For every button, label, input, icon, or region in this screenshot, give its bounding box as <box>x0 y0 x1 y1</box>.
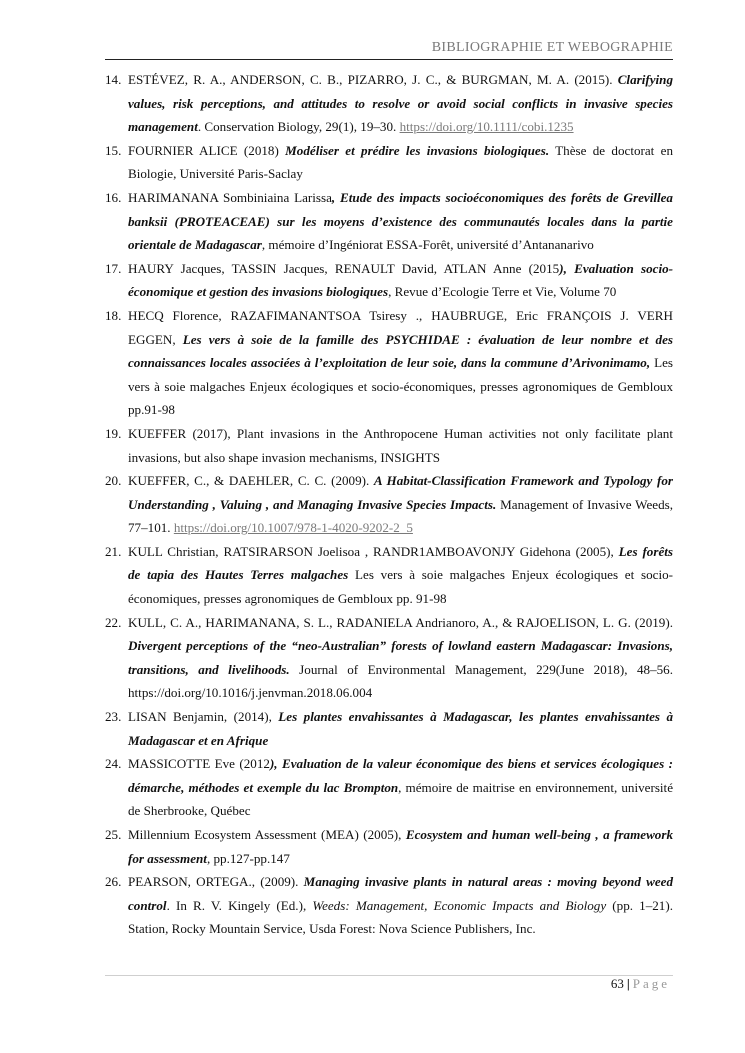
reference-item: 16. HARIMANANA Sombiniaina Larissa, Etude des impacts socioéconomiques des forêts de Grevillea banksii (PROTEACEAE) sur les moyens d’existence des communautés locales dans la partie orientale de Madagascar, mémoire d’Ingéniorat ESSA-Forêt, université d’Antananarivo <box>105 189 673 253</box>
reference-title: Les forêts de tapia des Hautes Terres malgaches <box>128 543 673 583</box>
page-label: Page <box>632 976 670 991</box>
reference-title: Clarifying values, risk perceptions, and attitudes to resolve or avoid social conflicts in invasive species management <box>128 72 673 135</box>
footer-separator: | <box>626 976 630 991</box>
page-header <box>105 40 673 60</box>
reference-item: 17. HAURY Jacques, TASSIN Jacques, RENAULT David, ATLAN Anne (2015), Evaluation socio-économique et gestion des invasions biologiques, Revue d’Ecologie Terre et Vie, Volume 70 <box>105 260 673 300</box>
reference-title: Ecosystem and human well-being , a framework for assessment <box>128 827 673 866</box>
reference-item: 20. KUEFFER, C., & DAEHLER, C. C. (2009). A Habitat-Classification Framework and Typology for Understanding , Valuing , and Managing Invasive Species Impacts. Management of Invasive Weeds, 77–101. https://doi.org/10.1007/978-1-4020-9202-2_5 <box>105 473 673 536</box>
reference-item: 15. FOURNIER ALICE (2018) Modéliser et prédire les invasions biologiques. Thèse de doctorat en Biologie, Université Paris-Saclay <box>105 142 673 182</box>
reference-title: Les plantes envahissantes à Madagascar, les plantes envahissantes à Madagascar et en Afrique <box>128 709 673 748</box>
reference-title: , Etude des impacts socioéconomiques des forêts de Grevillea banksii (PROTEACEAE) sur les moyens d’existence des communautés locales dans la partie orientale de Madagascar <box>128 189 673 253</box>
reference-item: 14. ESTÉVEZ, R. A., ANDERSON, C. B., PIZARRO, J. C., & BURGMAN, M. A. (2015). Clarifying values, risk perceptions, and attitudes to resolve or avoid social conflicts in invasive species management. Conservation Biology, 29(1), 19–30. https://doi.org/10.1111/cobi.1235 <box>105 72 673 135</box>
reference-item: 26. PEARSON, ORTEGA., (2009). Managing invasive plants in natural areas : moving beyond weed control. In R. V. Kingely (Ed.), Weeds: Management, Economic Impacts and Biology (pp. 1–21). Station, Rocky Mountain Service, Usda Forest: Nova Science Publishers, Inc. <box>105 874 674 937</box>
doi-link[interactable]: https://doi.org/10.1111/cobi.1235 <box>399 119 574 135</box>
book-title: Weeds: Management, Economic Impacts and Biology <box>312 897 607 913</box>
reference-item: 22. KULL, C. A., HARIMANANA, S. L., RADANIELA Andrianoro, A., & RAJOELISON, L. G. (2019). Divergent perceptions of the “neo-Australian” forests of lowland eastern Madagascar: Invasions, transitions, and livelihoods. Journal of Environmental Management, 229(June 2018), 48–56. https://doi.org/10.1016/j.jenvman.2018.06.004 <box>105 614 673 701</box>
reference-title: Les vers à soie de la famille des PSYCHIDAE : évaluation de leur nombre et des connaissances locales associées à l’exploitation de leur soie, dans la commune d’Arivonimamo, <box>128 331 673 371</box>
bibliography-list <box>105 68 673 941</box>
reference-item: 21. KULL Christian, RATSIRARSON Joelisoa , RANDR1AMBOAVONJY Gidehona (2005), Les forêts de tapia des Hautes Terres malgaches Les vers à soie malgaches Enjeux écologiques et socio-économiques, presses agronomiques de Gembloux pp. 91-98 <box>105 543 674 607</box>
reference-item: 19. KUEFFER (2017), Plant invasions in the Anthropocene Human activities not only facilitate plant invasions, but also shape invasion mechanisms, INSIGHTS <box>105 425 673 465</box>
page-number: 63 <box>610 976 624 991</box>
reference-item: 23. LISAN Benjamin, (2014), Les plantes envahissantes à Madagascar, les plantes envahissantes à Madagascar et en Afrique <box>105 709 673 748</box>
doi-link[interactable]: https://doi.org/10.1007/978-1-4020-9202-2_5 <box>173 520 413 536</box>
reference-title: Modéliser et prédire les invasions biologiques. <box>285 142 550 158</box>
reference-title: Managing invasive plants in natural areas : moving beyond weed control <box>128 874 674 913</box>
reference-title: ), Evaluation de la valeur économique des biens et services écologiques : démarche, méthodes et exemple du lac Brompton <box>128 756 673 795</box>
reference-title: Divergent perceptions of the “neo-Australian” forests of lowland eastern Madagascar: Invasions, transitions, and livelihoods. <box>128 638 673 677</box>
header-title: BIBLIOGRAPHIE ET WEBOGRAPHIE <box>431 40 673 55</box>
reference-item: 25. Millennium Ecosystem Assessment (MEA) (2005), Ecosystem and human well-being , a framework for assessment, pp.127-pp.147 <box>105 827 673 866</box>
reference-item: 18. HECQ Florence, RAZAFIMANANTSOA Tsiresy ., HAUBRUGE, Eric FRANÇOIS J. VERH EGGEN, Les vers à soie de la famille des PSYCHIDAE : évaluation de leur nombre et des connaissances locales associées à l’exploitation de leur soie, dans la commune d’Arivonimamo, Les vers à soie malgaches Enjeux écologiques et socio-économiques, presses agronomiques de Gembloux pp.91-98 <box>105 307 673 418</box>
reference-item: 24. MASSICOTTE Eve (2012), Evaluation de la valeur économique des biens et services écologiques : démarche, méthodes et exemple du lac Brompton, mémoire de maitrise en environnement, université de Sherbrooke, Québec <box>105 756 674 819</box>
reference-title: A Habitat-Classification Framework and Typology for Understanding , Valuing , and Managing Invasive Species Impacts. <box>128 473 673 512</box>
page-footer <box>105 976 670 992</box>
reference-title: ), Evaluation socio-économique et gestion des invasions biologiques <box>128 260 673 300</box>
